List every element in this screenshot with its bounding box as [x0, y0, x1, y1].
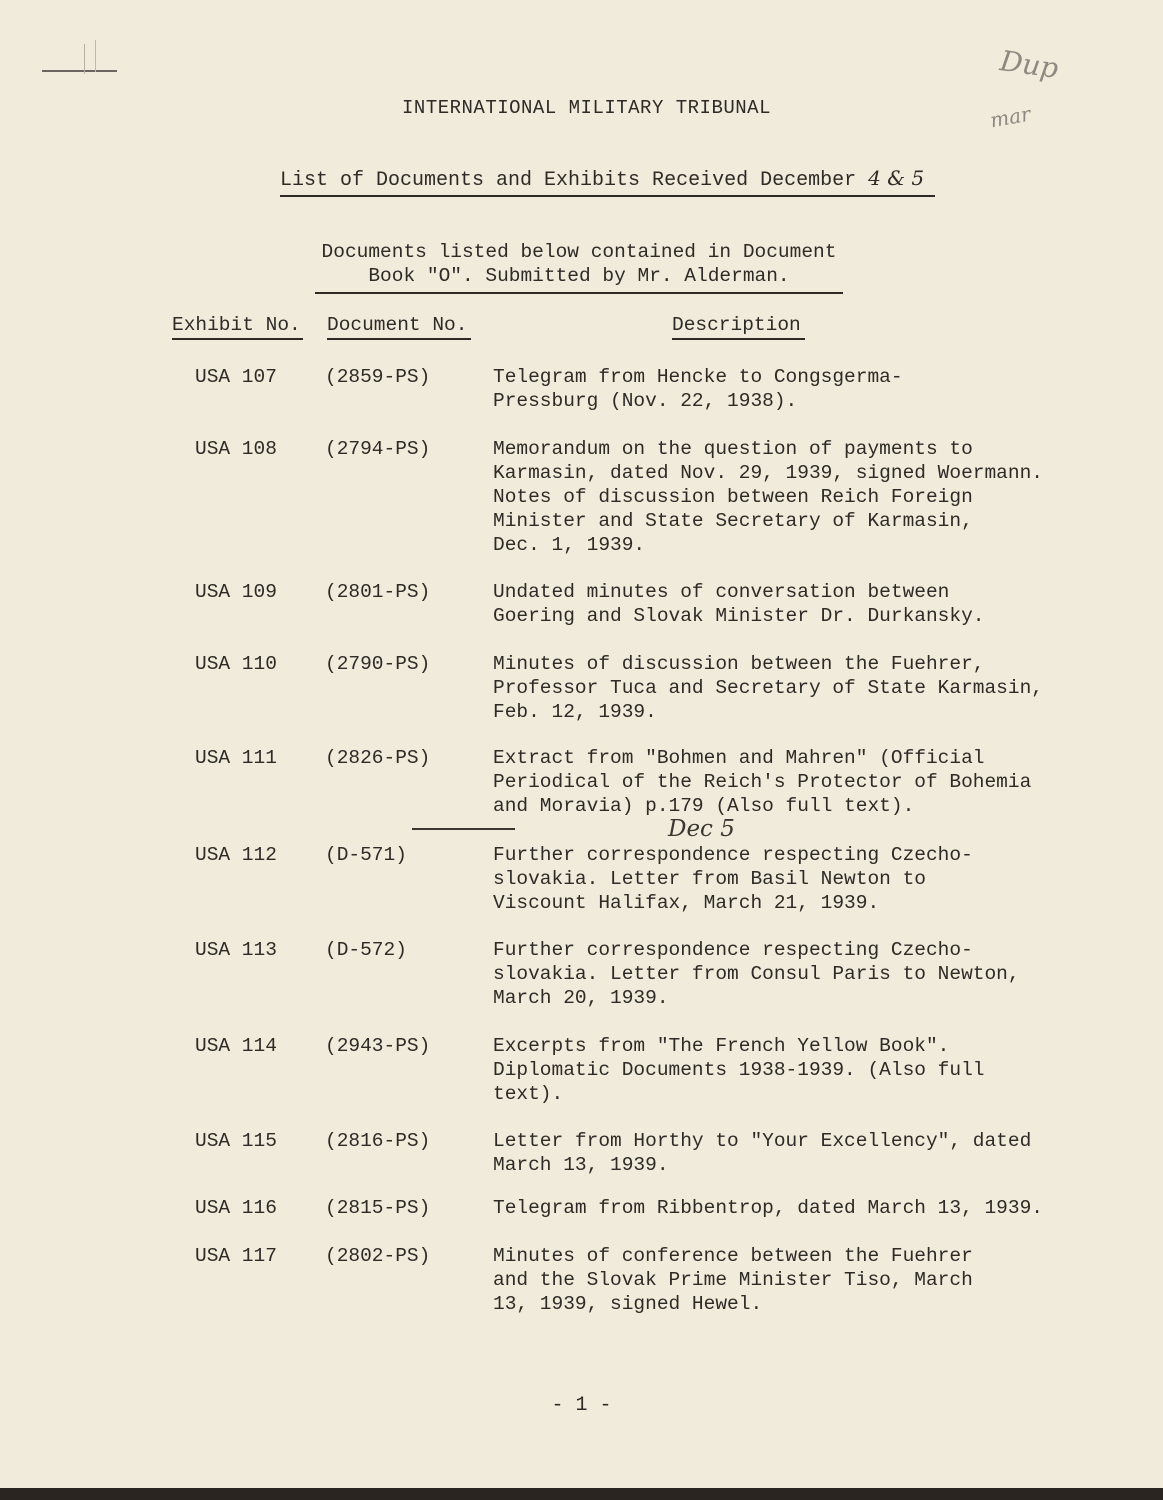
description-line: Viscount Halifax, March 21, 1939. — [493, 892, 880, 914]
handwritten-date-note: Dec 5 — [668, 816, 735, 842]
page-number: - 1 - — [551, 1394, 612, 1417]
header-underline — [172, 338, 303, 340]
description-line: Telegram from Hencke to Congsgerma- — [493, 366, 903, 388]
column-header-document: Document No. — [327, 314, 468, 336]
list-title — [280, 166, 924, 192]
book-note — [315, 240, 843, 288]
description-line: Minister and State Secretary of Karmasin, — [493, 510, 973, 532]
column-header-exhibit: Exhibit No. — [172, 314, 301, 336]
description-line: Diplomatic Documents 1938-1939. (Also full — [493, 1059, 985, 1081]
description — [493, 1196, 1053, 1220]
description-line: Letter from Horthy to "Your Excellency", dated — [493, 1130, 1032, 1152]
header-underline — [327, 338, 471, 340]
document-number: (2802-PS) — [325, 1245, 431, 1267]
exhibit-number: USA 107 — [195, 366, 277, 388]
exhibit-number: USA 109 — [195, 581, 277, 603]
document-number: (2859-PS) — [325, 366, 431, 388]
book-note-line: Documents listed below contained in Document — [321, 241, 837, 263]
description-line: 13, 1939, signed Hewel. — [493, 1293, 763, 1315]
exhibit-number: USA 108 — [195, 438, 277, 460]
exhibit-number: USA 112 — [195, 844, 277, 866]
description — [493, 938, 1053, 1010]
document-number: (2801-PS) — [325, 581, 431, 603]
document-number: (2816-PS) — [325, 1130, 431, 1152]
description — [493, 365, 1053, 413]
description — [493, 843, 1053, 915]
margin-mark — [84, 44, 85, 74]
description-line: Notes of discussion between Reich Foreign — [493, 486, 973, 508]
exhibit-number: USA 114 — [195, 1035, 277, 1057]
description-line: Periodical of the Reich's Protector of Bohemia — [493, 771, 1032, 793]
exhibit-number: USA 111 — [195, 747, 277, 769]
document-number: (2790-PS) — [325, 653, 431, 675]
handwritten-stroke — [412, 828, 515, 830]
margin-mark — [42, 70, 117, 72]
list-title-text: List of Documents and Exhibits Received December — [280, 169, 857, 192]
description-line: slovakia. Letter from Consul Paris to Newton, — [493, 963, 1020, 985]
description — [493, 1034, 1053, 1106]
description-line: text). — [493, 1083, 564, 1105]
description-line: Memorandum on the question of payments to — [493, 438, 973, 460]
description-line: Feb. 12, 1939. — [493, 701, 657, 723]
description-line: Further correspondence respecting Czecho- — [493, 939, 973, 961]
exhibit-number: USA 110 — [195, 653, 277, 675]
header-underline — [672, 338, 805, 340]
exhibit-number: USA 115 — [195, 1130, 277, 1152]
book-note-underline — [315, 292, 843, 294]
description-line: Further correspondence respecting Czecho- — [493, 844, 973, 866]
exhibit-number: USA 117 — [195, 1245, 277, 1267]
document-number: (D-572) — [325, 939, 407, 961]
description-line: Pressburg (Nov. 22, 1938). — [493, 390, 798, 412]
description-line: Minutes of conference between the Fuehrer — [493, 1245, 973, 1267]
description-line: Telegram from Ribbentrop, dated March 13, 1939. — [493, 1197, 1043, 1219]
handwritten-annotation: mar — [988, 101, 1033, 133]
document-number: (2943-PS) — [325, 1035, 431, 1057]
description-line: Undated minutes of conversation between — [493, 581, 950, 603]
description — [493, 652, 1053, 724]
description — [493, 580, 1053, 628]
description-line: Karmasin, dated Nov. 29, 1939, signed Woermann. — [493, 462, 1043, 484]
exhibit-number: USA 113 — [195, 939, 277, 961]
exhibit-number: USA 116 — [195, 1197, 277, 1219]
document-number: (D-571) — [325, 844, 407, 866]
description-line: Minutes of discussion between the Fuehrer, — [493, 653, 985, 675]
description — [493, 746, 1053, 818]
list-title-handwritten: 4 & 5 — [868, 166, 925, 190]
scan-edge — [0, 1488, 1163, 1500]
description-line: March 13, 1939. — [493, 1154, 669, 1176]
page-title: INTERNATIONAL MILITARY TRIBUNAL — [402, 97, 771, 119]
description-line: Extract from "Bohmen and Mahren" (Official — [493, 747, 985, 769]
description-line: Dec. 1, 1939. — [493, 534, 646, 556]
description — [493, 1129, 1053, 1177]
column-header-description: Description — [672, 314, 801, 336]
description-line: Goering and Slovak Minister Dr. Durkansky. — [493, 605, 985, 627]
description-line: March 20, 1939. — [493, 987, 669, 1009]
title-underline — [280, 195, 935, 197]
description-line: Professor Tuca and Secretary of State Karmasin, — [493, 677, 1043, 699]
description-line: and the Slovak Prime Minister Tiso, March — [493, 1269, 973, 1291]
handwritten-annotation: Dup — [997, 44, 1061, 85]
document-number: (2826-PS) — [325, 747, 431, 769]
margin-mark — [95, 40, 96, 72]
document-number: (2815-PS) — [325, 1197, 431, 1219]
description-line: slovakia. Letter from Basil Newton to — [493, 868, 926, 890]
description — [493, 1244, 1053, 1316]
description-line: and Moravia) p.179 (Also full text). — [493, 795, 915, 817]
document-number: (2794-PS) — [325, 438, 431, 460]
description — [493, 437, 1053, 557]
description-line: Excerpts from "The French Yellow Book". — [493, 1035, 950, 1057]
book-note-line: Book "O". Submitted by Mr. Alderman. — [368, 265, 790, 287]
